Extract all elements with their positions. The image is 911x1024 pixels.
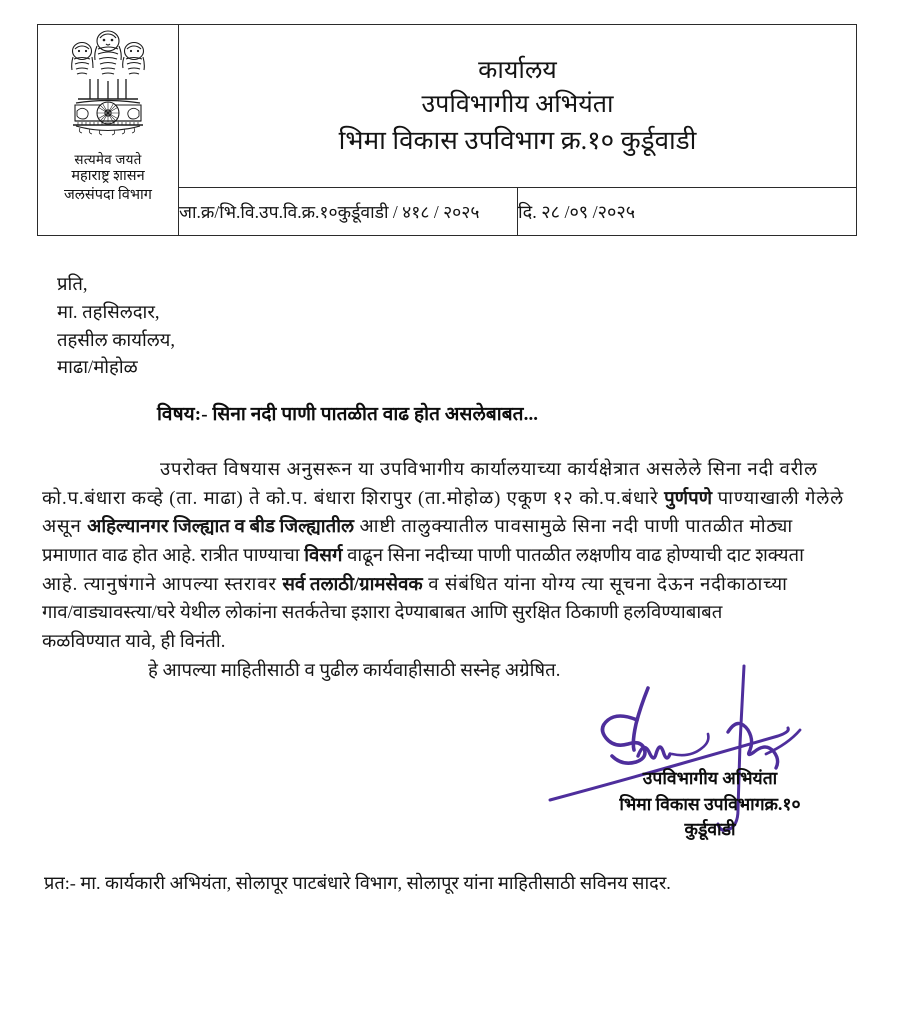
body-line-5-segment-3: व संबंधित यांना योग्य त्या सूचना देऊन नदीकाठाच्या <box>422 573 788 595</box>
signature-caption-line2: भिमा विकास उपविभागक्र.१० <box>619 793 801 814</box>
body-line-2-segment-1: को.प.बंधारा कव्हे (ता. माढा) ते को.प. बंधारा शिरापुर (ता.मोहोळ) एकूण १२ को.प.बंधारे <box>42 487 665 509</box>
addressee-block <box>57 272 175 383</box>
copy-to-line: प्रत:- मा. कार्यकारी अभियंता, सोलापूर पाटबंधारे विभाग, सोलापूर यांना माहितीसाठी सविनय सादर. <box>44 873 671 893</box>
addressee-line-3: तहसील कार्यालय, <box>57 330 176 351</box>
ashoka-lion-capital-emblem-icon <box>56 25 160 151</box>
body-line-4 <box>42 542 868 571</box>
reference-number-cell: जा.क्र/भि.वि.उप.वि.क्र.१०कुर्डूवाडी / ४१८ / २०२५ <box>179 188 518 236</box>
body-line-6-segment-1: गाव/वाड्यावस्त्या/घरे येथील लोकांना सतर्कतेचा इशारा देण्याबाबत आणि सुरक्षित ठिकाणी हलविण्याबाबत <box>42 602 723 624</box>
letterhead-table <box>37 24 857 236</box>
body-line-2 <box>42 485 868 514</box>
office-title-cell <box>179 25 857 188</box>
body-line-7-segment-1: कळविण्यात यावे, ही विनंती. <box>42 631 226 653</box>
body-line-7 <box>42 628 868 657</box>
signature-area <box>540 658 880 848</box>
body-line-4-segment-1: प्रमाणात वाढ होत आहे. रात्रीत पाण्याचा <box>42 545 305 567</box>
emblem-cell <box>38 25 179 236</box>
body-line-3-segment-1: असून <box>42 516 88 538</box>
addressee-line-1: प्रति, <box>57 275 88 295</box>
addressee-line-4: माढा/मोहोळ <box>57 358 138 379</box>
body-line-8-segment-1: हे आपल्या माहितीसाठी व पुढील कार्यवाहीसाठी सस्नेह अग्रेषित. <box>148 659 561 681</box>
body-line-4-segment-3: वाढून सिना नदीच्या पाणी पातळीत लक्षणीय वाढ होण्याची दाट शक्यता <box>342 545 804 567</box>
office-title-line2: उपविभागीय अभियंता <box>421 91 614 119</box>
body-line-5-segment-2: सर्व तलाठी/ग्रामसेवक <box>282 573 423 595</box>
emblem-department: जलसंपदा विभाग <box>64 186 152 203</box>
body-line-2-segment-2: पुर्णपणे <box>664 487 713 509</box>
body-line-2-segment-3: पाण्याखाली गेलेले <box>712 487 845 509</box>
signature-caption-line3: कुर्डूवाडी <box>684 819 736 840</box>
body-line-3-segment-2: अहिल्यानगर जिल्ह्यात व बीड जिल्ह्यातील <box>87 516 355 538</box>
office-title-line1: कार्यालय <box>478 56 557 84</box>
letter-body <box>42 456 868 686</box>
emblem-motto: सत्यमेव जयते <box>74 152 142 167</box>
body-line-4-segment-2: विसर्ग <box>304 545 343 567</box>
body-line-1-segment-1: उपरोक्त विषयास अनुसरून या उपविभागीय कार्यालयाच्या कार्यक्षेत्रात असलेले सिना नदी वरील <box>160 459 818 480</box>
body-line-5 <box>42 571 868 600</box>
body-line-3-segment-3: आष्टी तालुक्यातील पावसामुळे सिना नदी पाणी पातळीत मोठ्या <box>354 516 794 538</box>
signature-caption <box>540 766 880 843</box>
subject-line: विषय:- सिना नदी पाणी पातळीत वाढ होत असलेबाबत... <box>157 404 539 425</box>
body-line-6 <box>42 599 868 628</box>
signature-caption-line1: उपविभागीय अभियंता <box>642 768 778 788</box>
emblem-government: महाराष्ट्र शासन <box>71 168 145 185</box>
body-line-5-segment-1: आहे. त्यानुषंगाने आपल्या स्तरावर <box>42 573 283 595</box>
addressee-line-2: मा. तहसिलदार, <box>57 302 160 323</box>
letter-date-cell: दि. २८ /०९ /२०२५ <box>518 188 857 236</box>
office-title-line3: भिमा विकास उपविभाग क्र.१० कुर्डूवाडी <box>338 125 697 155</box>
body-line-1 <box>42 456 868 485</box>
body-line-3 <box>42 513 868 542</box>
